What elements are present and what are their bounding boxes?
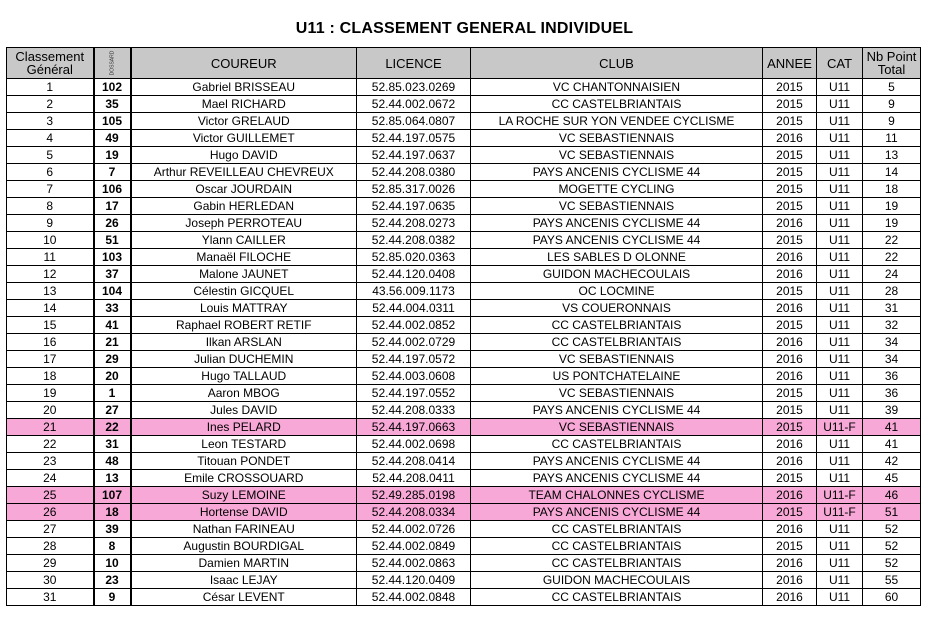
page-title: U11 : CLASSEMENT GENERAL INDIVIDUEL	[295, 20, 634, 37]
table-row	[7, 79, 921, 96]
table-row	[7, 283, 921, 300]
cell-dossard: 1	[94, 385, 131, 402]
table-row	[7, 181, 921, 198]
cell-annee: 2016	[763, 436, 817, 453]
table-row	[7, 334, 921, 351]
cell-dossard: 8	[94, 538, 131, 555]
cell-cat: U11	[817, 130, 863, 147]
cell-points: 22	[863, 232, 921, 249]
cell-rank: 2	[7, 96, 94, 113]
cell-points: 19	[863, 198, 921, 215]
cell-annee: 2015	[763, 317, 817, 334]
table-row	[7, 198, 921, 215]
cell-annee: 2015	[763, 181, 817, 198]
cell-rank: 11	[7, 249, 94, 266]
cell-cat: U11	[817, 232, 863, 249]
cell-coureur: Julian DUCHEMIN	[131, 351, 357, 368]
cell-club: PAYS ANCENIS CYCLISME 44	[471, 232, 763, 249]
cell-annee: 2016	[763, 130, 817, 147]
cell-dossard: 49	[94, 130, 131, 147]
cell-coureur: Hugo DAVID	[131, 147, 357, 164]
cell-annee: 2016	[763, 368, 817, 385]
cell-coureur: Raphael ROBERT RETIF	[131, 317, 357, 334]
cell-club: PAYS ANCENIS CYCLISME 44	[471, 164, 763, 181]
cell-dossard: 23	[94, 572, 131, 589]
cell-annee: 2016	[763, 589, 817, 606]
cell-dossard: 9	[94, 589, 131, 606]
cell-points: 36	[863, 385, 921, 402]
cell-coureur: César LEVENT	[131, 589, 357, 606]
cell-dossard: 18	[94, 504, 131, 521]
cell-dossard: 10	[94, 555, 131, 572]
header-licence: LICENCE	[357, 48, 471, 79]
cell-club: VC SEBASTIENNAIS	[471, 147, 763, 164]
cell-coureur: Titouan PONDET	[131, 453, 357, 470]
cell-dossard: 20	[94, 368, 131, 385]
header-rank: Classement Général	[7, 48, 94, 79]
table-row	[7, 555, 921, 572]
cell-coureur: Ines PELARD	[131, 419, 357, 436]
cell-points: 42	[863, 453, 921, 470]
cell-club: CC CASTELBRIANTAIS	[471, 436, 763, 453]
cell-points: 39	[863, 402, 921, 419]
cell-coureur: Malone JAUNET	[131, 266, 357, 283]
header-coureur: COUREUR	[131, 48, 357, 79]
cell-rank: 22	[7, 436, 94, 453]
cell-licence: 52.85.317.0026	[357, 181, 471, 198]
cell-annee: 2015	[763, 402, 817, 419]
cell-licence: 52.44.002.0729	[357, 334, 471, 351]
cell-cat: U11	[817, 368, 863, 385]
cell-licence: 52.44.002.0849	[357, 538, 471, 555]
header-annee: ANNEE	[763, 48, 817, 79]
cell-dossard: 7	[94, 164, 131, 181]
cell-dossard: 35	[94, 96, 131, 113]
cell-club: PAYS ANCENIS CYCLISME 44	[471, 453, 763, 470]
cell-licence: 52.85.020.0363	[357, 249, 471, 266]
cell-cat: U11	[817, 572, 863, 589]
cell-club: LA ROCHE SUR YON VENDEE CYCLISME	[471, 113, 763, 130]
cell-rank: 18	[7, 368, 94, 385]
cell-points: 13	[863, 147, 921, 164]
cell-dossard: 41	[94, 317, 131, 334]
cell-points: 45	[863, 470, 921, 487]
cell-club: US PONTCHATELAINE	[471, 368, 763, 385]
cell-cat: U11	[817, 555, 863, 572]
cell-licence: 52.44.197.0663	[357, 419, 471, 436]
cell-licence: 52.44.208.0414	[357, 453, 471, 470]
cell-club: CC CASTELBRIANTAIS	[471, 521, 763, 538]
cell-dossard: 29	[94, 351, 131, 368]
table-row	[7, 113, 921, 130]
cell-club: PAYS ANCENIS CYCLISME 44	[471, 504, 763, 521]
cell-points: 11	[863, 130, 921, 147]
cell-annee: 2015	[763, 232, 817, 249]
cell-licence: 52.44.002.0863	[357, 555, 471, 572]
header-dossard: DOSSARD	[94, 48, 131, 79]
cell-dossard: 19	[94, 147, 131, 164]
cell-cat: U11	[817, 385, 863, 402]
cell-club: VC SEBASTIENNAIS	[471, 351, 763, 368]
cell-points: 60	[863, 589, 921, 606]
cell-licence: 52.85.023.0269	[357, 79, 471, 96]
table-row	[7, 487, 921, 504]
cell-annee: 2016	[763, 266, 817, 283]
cell-club: CC CASTELBRIANTAIS	[471, 334, 763, 351]
cell-rank: 17	[7, 351, 94, 368]
table-row	[7, 130, 921, 147]
cell-rank: 1	[7, 79, 94, 96]
cell-annee: 2016	[763, 215, 817, 232]
table-row	[7, 266, 921, 283]
cell-coureur: Célestin GICQUEL	[131, 283, 357, 300]
cell-club: CC CASTELBRIANTAIS	[471, 96, 763, 113]
cell-rank: 8	[7, 198, 94, 215]
cell-annee: 2016	[763, 334, 817, 351]
cell-cat: U11	[817, 113, 863, 130]
cell-annee: 2015	[763, 419, 817, 436]
cell-points: 5	[863, 79, 921, 96]
cell-points: 55	[863, 572, 921, 589]
cell-club: MOGETTE CYCLING	[471, 181, 763, 198]
cell-club: CC CASTELBRIANTAIS	[471, 555, 763, 572]
cell-licence: 52.44.208.0411	[357, 470, 471, 487]
cell-rank: 14	[7, 300, 94, 317]
cell-club: CC CASTELBRIANTAIS	[471, 589, 763, 606]
cell-dossard: 102	[94, 79, 131, 96]
cell-coureur: Victor GUILLEMET	[131, 130, 357, 147]
cell-rank: 25	[7, 487, 94, 504]
cell-licence: 52.44.120.0409	[357, 572, 471, 589]
table-row	[7, 232, 921, 249]
table-row	[7, 538, 921, 555]
header-club: CLUB	[471, 48, 763, 79]
cell-rank: 29	[7, 555, 94, 572]
table-row	[7, 368, 921, 385]
cell-club: GUIDON MACHECOULAIS	[471, 572, 763, 589]
cell-rank: 9	[7, 215, 94, 232]
cell-rank: 21	[7, 419, 94, 436]
cell-annee: 2015	[763, 538, 817, 555]
table-row	[7, 453, 921, 470]
cell-cat: U11	[817, 266, 863, 283]
cell-points: 22	[863, 249, 921, 266]
cell-licence: 52.49.285.0198	[357, 487, 471, 504]
cell-club: VC SEBASTIENNAIS	[471, 419, 763, 436]
cell-club: CC CASTELBRIANTAIS	[471, 317, 763, 334]
cell-dossard: 104	[94, 283, 131, 300]
cell-annee: 2015	[763, 504, 817, 521]
cell-annee: 2016	[763, 572, 817, 589]
cell-rank: 7	[7, 181, 94, 198]
ranking-body	[7, 79, 921, 606]
table-row	[7, 419, 921, 436]
cell-cat: U11	[817, 521, 863, 538]
cell-rank: 3	[7, 113, 94, 130]
cell-points: 19	[863, 215, 921, 232]
cell-cat: U11	[817, 538, 863, 555]
cell-coureur: Leon TESTARD	[131, 436, 357, 453]
cell-licence: 52.44.002.0672	[357, 96, 471, 113]
cell-annee: 2016	[763, 487, 817, 504]
cell-cat: U11	[817, 589, 863, 606]
cell-rank: 28	[7, 538, 94, 555]
cell-dossard: 17	[94, 198, 131, 215]
cell-dossard: 13	[94, 470, 131, 487]
table-row	[7, 572, 921, 589]
ranking-table	[6, 47, 921, 606]
cell-coureur: Aaron MBOG	[131, 385, 357, 402]
cell-coureur: Nathan FARINEAU	[131, 521, 357, 538]
cell-dossard: 39	[94, 521, 131, 538]
cell-licence: 52.44.004.0311	[357, 300, 471, 317]
cell-rank: 6	[7, 164, 94, 181]
cell-points: 9	[863, 96, 921, 113]
cell-coureur: Ilkan ARSLAN	[131, 334, 357, 351]
cell-dossard: 33	[94, 300, 131, 317]
cell-cat: U11	[817, 453, 863, 470]
cell-coureur: Damien MARTIN	[131, 555, 357, 572]
table-row	[7, 351, 921, 368]
cell-annee: 2015	[763, 147, 817, 164]
cell-club: OC LOCMINE	[471, 283, 763, 300]
cell-points: 46	[863, 487, 921, 504]
cell-cat: U11-F	[817, 504, 863, 521]
cell-licence: 52.44.197.0637	[357, 147, 471, 164]
cell-rank: 10	[7, 232, 94, 249]
cell-cat: U11	[817, 147, 863, 164]
cell-cat: U11	[817, 351, 863, 368]
cell-rank: 5	[7, 147, 94, 164]
cell-annee: 2016	[763, 351, 817, 368]
cell-club: GUIDON MACHECOULAIS	[471, 266, 763, 283]
cell-rank: 26	[7, 504, 94, 521]
cell-rank: 16	[7, 334, 94, 351]
cell-club: VC SEBASTIENNAIS	[471, 130, 763, 147]
cell-licence: 52.44.002.0848	[357, 589, 471, 606]
cell-licence: 52.44.120.0408	[357, 266, 471, 283]
cell-licence: 52.44.208.0273	[357, 215, 471, 232]
cell-dossard: 107	[94, 487, 131, 504]
cell-points: 32	[863, 317, 921, 334]
cell-dossard: 105	[94, 113, 131, 130]
table-row	[7, 147, 921, 164]
cell-rank: 24	[7, 470, 94, 487]
cell-coureur: Arthur REVEILLEAU CHEVREUX	[131, 164, 357, 181]
cell-points: 34	[863, 351, 921, 368]
cell-club: VC SEBASTIENNAIS	[471, 385, 763, 402]
cell-annee: 2015	[763, 113, 817, 130]
cell-points: 31	[863, 300, 921, 317]
header-points: Nb Point Total	[863, 48, 921, 79]
cell-coureur: Ylann CAILLER	[131, 232, 357, 249]
cell-licence: 52.44.002.0726	[357, 521, 471, 538]
cell-licence: 52.44.208.0382	[357, 232, 471, 249]
cell-cat: U11	[817, 283, 863, 300]
cell-annee: 2015	[763, 79, 817, 96]
cell-club: PAYS ANCENIS CYCLISME 44	[471, 215, 763, 232]
cell-licence: 52.44.208.0380	[357, 164, 471, 181]
cell-dossard: 51	[94, 232, 131, 249]
cell-licence: 52.44.197.0635	[357, 198, 471, 215]
cell-dossard: 22	[94, 419, 131, 436]
cell-cat: U11	[817, 317, 863, 334]
cell-licence: 52.44.003.0608	[357, 368, 471, 385]
cell-licence: 52.85.064.0807	[357, 113, 471, 130]
cell-coureur: Emile CROSSOUARD	[131, 470, 357, 487]
table-row	[7, 470, 921, 487]
cell-dossard: 21	[94, 334, 131, 351]
cell-cat: U11	[817, 96, 863, 113]
cell-coureur: Joseph PERROTEAU	[131, 215, 357, 232]
cell-rank: 30	[7, 572, 94, 589]
cell-club: TEAM CHALONNES CYCLISME	[471, 487, 763, 504]
cell-licence: 52.44.002.0698	[357, 436, 471, 453]
cell-rank: 4	[7, 130, 94, 147]
cell-cat: U11	[817, 164, 863, 181]
cell-points: 52	[863, 521, 921, 538]
cell-cat: U11-F	[817, 419, 863, 436]
cell-coureur: Hortense DAVID	[131, 504, 357, 521]
cell-points: 28	[863, 283, 921, 300]
cell-club: CC CASTELBRIANTAIS	[471, 538, 763, 555]
cell-rank: 15	[7, 317, 94, 334]
cell-cat: U11	[817, 249, 863, 266]
cell-points: 52	[863, 555, 921, 572]
cell-cat: U11	[817, 334, 863, 351]
cell-points: 52	[863, 538, 921, 555]
cell-dossard: 48	[94, 453, 131, 470]
cell-annee: 2015	[763, 198, 817, 215]
cell-licence: 52.44.208.0333	[357, 402, 471, 419]
cell-cat: U11	[817, 215, 863, 232]
cell-rank: 20	[7, 402, 94, 419]
cell-points: 24	[863, 266, 921, 283]
table-row	[7, 249, 921, 266]
cell-annee: 2016	[763, 453, 817, 470]
cell-dossard: 31	[94, 436, 131, 453]
cell-coureur: Oscar JOURDAIN	[131, 181, 357, 198]
cell-annee: 2016	[763, 555, 817, 572]
cell-coureur: Manaël FILOCHE	[131, 249, 357, 266]
cell-rank: 13	[7, 283, 94, 300]
cell-cat: U11	[817, 436, 863, 453]
cell-rank: 12	[7, 266, 94, 283]
cell-cat: U11	[817, 198, 863, 215]
cell-coureur: Suzy LEMOINE	[131, 487, 357, 504]
cell-coureur: Augustin BOURDIGAL	[131, 538, 357, 555]
cell-annee: 2015	[763, 283, 817, 300]
cell-licence: 52.44.002.0852	[357, 317, 471, 334]
cell-annee: 2016	[763, 521, 817, 538]
cell-points: 51	[863, 504, 921, 521]
cell-dossard: 27	[94, 402, 131, 419]
cell-rank: 19	[7, 385, 94, 402]
cell-points: 34	[863, 334, 921, 351]
cell-licence: 52.44.208.0334	[357, 504, 471, 521]
cell-licence: 43.56.009.1173	[357, 283, 471, 300]
cell-club: VC SEBASTIENNAIS	[471, 198, 763, 215]
cell-club: VC CHANTONNAISIEN	[471, 79, 763, 96]
cell-coureur: Gabin HERLEDAN	[131, 198, 357, 215]
cell-rank: 27	[7, 521, 94, 538]
cell-points: 36	[863, 368, 921, 385]
cell-cat: U11	[817, 470, 863, 487]
cell-points: 14	[863, 164, 921, 181]
cell-points: 41	[863, 419, 921, 436]
cell-dossard: 106	[94, 181, 131, 198]
cell-cat: U11	[817, 181, 863, 198]
cell-cat: U11	[817, 402, 863, 419]
cell-coureur: Isaac LEJAY	[131, 572, 357, 589]
cell-coureur: Mael RICHARD	[131, 96, 357, 113]
table-row	[7, 385, 921, 402]
cell-annee: 2015	[763, 385, 817, 402]
cell-cat: U11	[817, 300, 863, 317]
table-row	[7, 521, 921, 538]
cell-cat: U11-F	[817, 487, 863, 504]
cell-coureur: Louis MATTRAY	[131, 300, 357, 317]
table-row	[7, 300, 921, 317]
cell-annee: 2015	[763, 470, 817, 487]
table-row	[7, 317, 921, 334]
header-cat: CAT	[817, 48, 863, 79]
cell-rank: 31	[7, 589, 94, 606]
cell-club: PAYS ANCENIS CYCLISME 44	[471, 470, 763, 487]
cell-club: LES SABLES D OLONNE	[471, 249, 763, 266]
cell-points: 18	[863, 181, 921, 198]
cell-points: 9	[863, 113, 921, 130]
cell-coureur: Victor GRELAUD	[131, 113, 357, 130]
table-row	[7, 402, 921, 419]
cell-coureur: Gabriel BRISSEAU	[131, 79, 357, 96]
cell-annee: 2015	[763, 164, 817, 181]
cell-annee: 2016	[763, 300, 817, 317]
cell-coureur: Hugo TALLAUD	[131, 368, 357, 385]
table-row	[7, 215, 921, 232]
cell-rank: 23	[7, 453, 94, 470]
cell-coureur: Jules DAVID	[131, 402, 357, 419]
table-row	[7, 436, 921, 453]
cell-annee: 2016	[763, 249, 817, 266]
table-row	[7, 96, 921, 113]
table-header-row	[7, 48, 921, 79]
cell-club: VS COUERONNAIS	[471, 300, 763, 317]
cell-licence: 52.44.197.0572	[357, 351, 471, 368]
cell-dossard: 26	[94, 215, 131, 232]
table-row	[7, 164, 921, 181]
cell-licence: 52.44.197.0575	[357, 130, 471, 147]
cell-dossard: 103	[94, 249, 131, 266]
cell-licence: 52.44.197.0552	[357, 385, 471, 402]
cell-cat: U11	[817, 79, 863, 96]
table-row	[7, 589, 921, 606]
table-row	[7, 504, 921, 521]
cell-annee: 2015	[763, 96, 817, 113]
cell-club: PAYS ANCENIS CYCLISME 44	[471, 402, 763, 419]
cell-points: 41	[863, 436, 921, 453]
cell-dossard: 37	[94, 266, 131, 283]
